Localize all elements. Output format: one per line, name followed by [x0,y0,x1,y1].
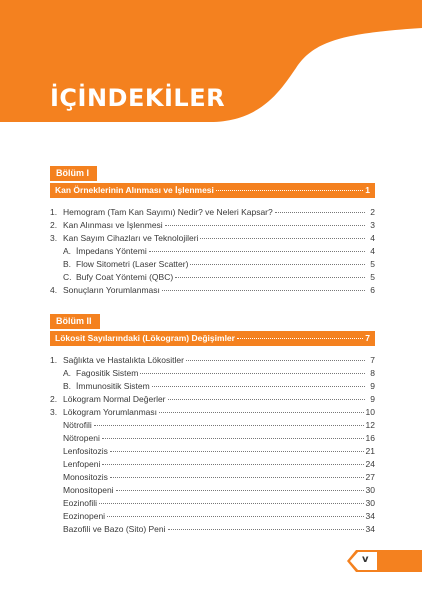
toc-entry-page: 34 [365,524,375,534]
toc-entry-title: Hemogram (Tam Kan Sayımı) Nedir? ve Neleri Kapsar? [63,207,273,217]
toc-entry[interactable] [50,393,375,406]
section-heading-text: Lökosit Sayılarındaki (Lökogram) Değişimler [55,333,235,343]
toc-entry-number: 3. [50,233,58,243]
toc-entry-page: 4 [370,233,375,243]
toc-entry[interactable] [50,458,375,471]
toc-entry-number: B. [63,381,72,391]
toc-entry[interactable] [50,354,375,367]
toc-entry-title: Lökogram Yorumlanması [63,407,158,417]
dot-leader [162,290,365,291]
toc-entry-page: 9 [370,381,375,391]
toc-entry-number: 2. [50,394,58,404]
dot-leader [116,490,364,491]
toc-entry-page: 21 [365,446,375,456]
toc-entry-title: Lenfopeni [63,459,101,469]
section-heading[interactable] [50,331,375,346]
dot-leader [186,360,365,361]
toc-entry-title: Eozinopeni [63,511,106,521]
toc-entry-number: 3. [50,407,58,417]
toc-entry[interactable] [50,432,375,445]
section-tab: Bölüm I [50,166,97,181]
section-heading-page: 1 [365,185,370,195]
section-heading-text: Kan Örneklerinin Alınması ve İşlenmesi [55,185,214,195]
section-heading-page: 7 [365,333,370,343]
dot-leader [168,529,364,530]
toc-entry[interactable] [50,232,375,245]
page-number-shape [347,550,422,572]
toc-entry[interactable] [50,523,375,536]
toc-list [50,354,375,536]
toc-entry-number: C. [63,272,72,282]
dot-leader [110,451,364,452]
toc-entry-number: 4. [50,285,58,295]
page-number-tab [347,550,422,572]
toc-entry[interactable] [50,219,375,232]
dot-leader [237,338,363,339]
toc-entry-title: Flow Sitometri (Laser Scatter) [76,259,189,269]
toc-entry[interactable] [50,367,375,380]
toc-entry-page: 3 [370,220,375,230]
dot-leader [190,264,365,265]
toc-entry[interactable] [50,510,375,523]
toc-entry-title: İmpedans Yöntemi [76,246,147,256]
dot-leader [165,225,365,226]
section-heading[interactable] [50,183,375,198]
toc-entry-title: Nötrofili [63,420,92,430]
toc-entry-title: Sonuçların Yorumlanması [63,285,160,295]
toc-entry-number: A. [63,368,72,378]
toc-entry[interactable] [50,380,375,393]
header-banner [0,0,422,140]
section-bolum-2 [50,311,375,536]
dot-leader [99,503,364,504]
toc-entry[interactable] [50,497,375,510]
toc-entry-title: Bazofili ve Bazo (Sito) Peni [63,524,166,534]
dot-leader [149,251,365,252]
toc-entry[interactable] [50,471,375,484]
toc-entry-page: 8 [370,368,375,378]
toc-entry-page: 4 [370,246,375,256]
toc-entry-page: 7 [370,355,375,365]
dot-leader [200,238,365,239]
toc-entry-number: A. [63,246,72,256]
toc-entry-title: Lökogram Normal Değerler [63,394,166,404]
toc-entry-page: 27 [365,472,375,482]
toc-entry[interactable] [50,445,375,458]
toc-entry-page: 30 [365,498,375,508]
toc-entry[interactable] [50,406,375,419]
header-wave-shape [0,0,422,140]
toc-entry-title: Sağlıkta ve Hastalıkta Lökositler [63,355,184,365]
dot-leader [175,277,365,278]
toc-entry[interactable] [50,245,375,258]
toc-entry-title: Monositopeni [63,485,114,495]
toc-entry-number: 1. [50,355,58,365]
toc-entry-title: Bufy Coat Yöntemi (QBC) [76,272,174,282]
toc-list [50,206,375,297]
toc-entry-page: 10 [365,407,375,417]
dot-leader [102,464,363,465]
toc-entry-page: 16 [365,433,375,443]
toc-entry-title: Kan Alınması ve İşlenmesi [63,220,163,230]
dot-leader [102,438,364,439]
toc-entry-title: Fagositik Sistem [76,368,139,378]
toc-entry-title: Lenfositozis [63,446,108,456]
toc-entry[interactable] [50,419,375,432]
toc-entry[interactable] [50,484,375,497]
toc-entry[interactable] [50,271,375,284]
page-title: İÇİNDEKİLER [50,84,226,112]
dot-leader [140,373,365,374]
dot-leader [152,386,365,387]
dot-leader [275,212,365,213]
toc-entry[interactable] [50,284,375,297]
toc-entry-page: 34 [365,511,375,521]
dot-leader [107,516,363,517]
toc-entry-title: Nötropeni [63,433,100,443]
toc-entry-title: İmmunositik Sistem [76,381,150,391]
toc-entry-page: 30 [365,485,375,495]
toc-entry-page: 24 [365,459,375,469]
dot-leader [168,399,365,400]
toc-entry-number: B. [63,259,72,269]
toc-entry-title: Eozinofili [63,498,98,508]
toc-entry[interactable] [50,258,375,271]
section-bolum-1 [50,163,375,297]
toc-entry-page: 2 [370,207,375,217]
toc-entry-title: Kan Sayım Cihazları ve Teknolojileri [63,233,199,243]
toc-entry[interactable] [50,206,375,219]
section-tab: Bölüm II [50,314,100,329]
toc-entry-number: 1. [50,207,58,217]
dot-leader [110,477,364,478]
toc-entry-page: 5 [370,272,375,282]
dot-leader [216,190,363,191]
toc-entry-title: Monositozis [63,472,108,482]
page-number: v [362,554,369,565]
toc-entry-page: 5 [370,259,375,269]
toc-entry-page: 9 [370,394,375,404]
toc-entry-number: 2. [50,220,58,230]
toc-entry-page: 6 [370,285,375,295]
dot-leader [159,412,364,413]
dot-leader [94,425,364,426]
toc-entry-page: 12 [365,420,375,430]
